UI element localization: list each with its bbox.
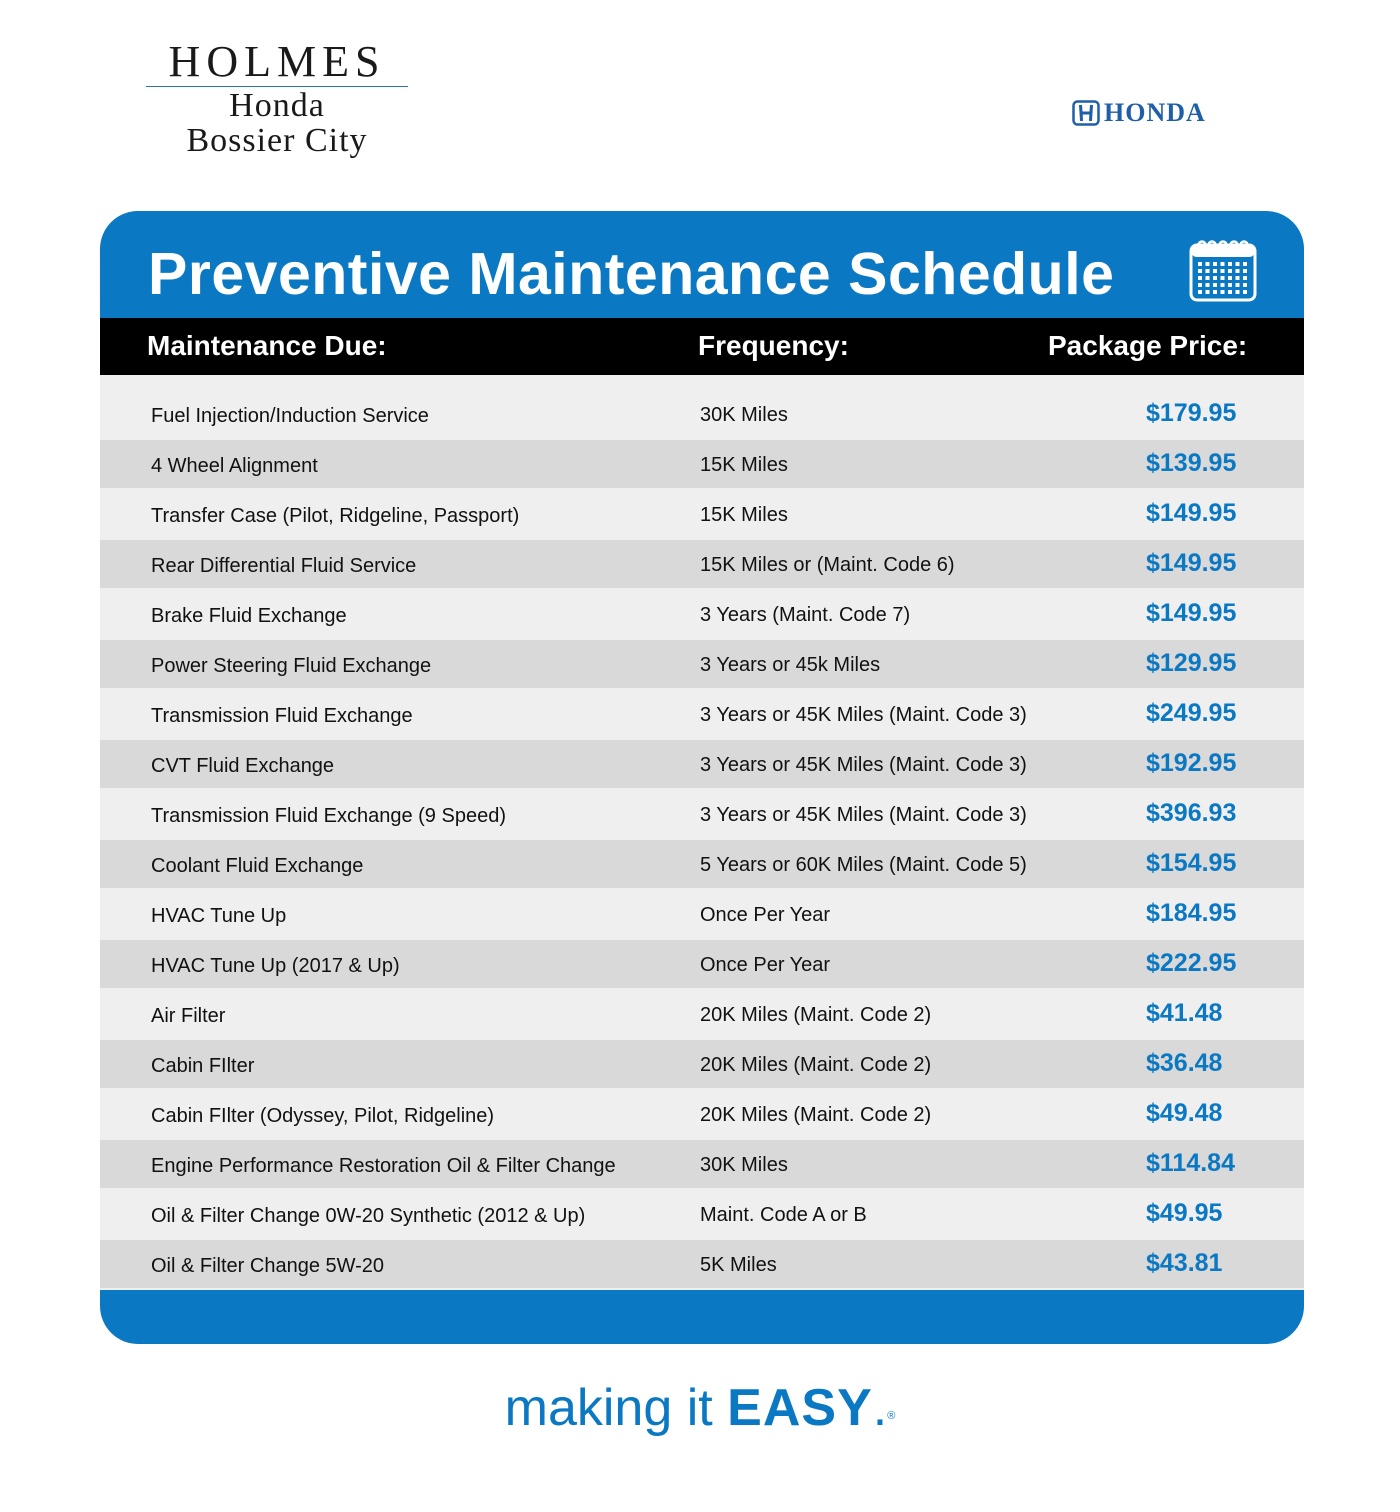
row-maintenance-item: Transmission Fluid Exchange (9 Speed) [151, 805, 506, 827]
row-maintenance-item: Air Filter [151, 1005, 226, 1027]
honda-wordmark: HONDA [1104, 98, 1206, 127]
honda-logo [1072, 99, 1206, 127]
row-maintenance-item: Cabin FIlter [151, 1055, 255, 1077]
maintenance-table [100, 375, 1304, 1290]
row-frequency: 3 Years or 45K Miles (Maint. Code 3) [700, 804, 1027, 826]
row-package-price: $249.95 [1146, 699, 1237, 727]
dealer-name: HOLMES [168, 37, 386, 86]
row-frequency: 15K Miles [700, 454, 788, 476]
table-row [100, 440, 1304, 488]
honda-h-icon [1072, 100, 1100, 126]
page-title: Preventive Maintenance Schedule [148, 241, 1115, 307]
row-package-price: $139.95 [1146, 449, 1237, 477]
table-row [100, 1040, 1304, 1088]
row-maintenance-item: Transmission Fluid Exchange [151, 705, 413, 727]
row-package-price: $49.95 [1146, 1199, 1223, 1227]
row-package-price: $114.84 [1146, 1149, 1235, 1177]
tagline-prefix: making it [504, 1379, 728, 1437]
row-maintenance-item: Fuel Injection/Induction Service [151, 405, 429, 427]
tagline-emphasis: EASY [727, 1379, 873, 1437]
dealer-logo [146, 37, 408, 159]
row-frequency: Maint. Code A or B [700, 1204, 867, 1226]
table-row [100, 490, 1304, 538]
row-frequency: 20K Miles (Maint. Code 2) [700, 1054, 932, 1076]
row-frequency: 5 Years or 60K Miles (Maint. Code 5) [700, 854, 1027, 876]
dealer-subtitle-brand: Honda [229, 87, 325, 124]
table-row [100, 740, 1304, 788]
table-row [100, 940, 1304, 988]
column-header-price: Package Price: [1048, 330, 1248, 361]
column-header-maintenance: Maintenance Due: [147, 330, 387, 361]
row-frequency: Once Per Year [700, 954, 831, 976]
row-maintenance-item: Coolant Fluid Exchange [151, 855, 364, 877]
row-package-price: $129.95 [1146, 649, 1237, 677]
table-header [100, 318, 1304, 375]
row-package-price: $179.95 [1146, 399, 1237, 427]
table-row [100, 690, 1304, 738]
row-package-price: $154.95 [1146, 849, 1237, 877]
registered-mark: ® [887, 1410, 896, 1422]
row-package-price: $149.95 [1146, 549, 1237, 577]
maintenance-schedule-card [100, 211, 1304, 1344]
row-package-price: $41.48 [1146, 999, 1223, 1027]
row-package-price: $222.95 [1146, 949, 1237, 977]
table-row [100, 840, 1304, 888]
row-package-price: $184.95 [1146, 899, 1237, 927]
row-maintenance-item: Oil & Filter Change 5W-20 [151, 1255, 385, 1277]
row-frequency: 15K Miles or (Maint. Code 6) [700, 554, 955, 576]
row-maintenance-item: Oil & Filter Change 0W-20 Synthetic (2012 & Up) [151, 1205, 586, 1227]
table-row [100, 790, 1304, 838]
row-maintenance-item: Transfer Case (Pilot, Ridgeline, Passport) [151, 505, 520, 527]
row-package-price: $192.95 [1146, 749, 1237, 777]
row-maintenance-item: CVT Fluid Exchange [151, 755, 335, 777]
table-row [100, 890, 1304, 938]
row-frequency: 20K Miles (Maint. Code 2) [700, 1004, 932, 1026]
table-row [100, 590, 1304, 638]
row-frequency: 30K Miles [700, 1154, 788, 1176]
row-maintenance-item: Power Steering Fluid Exchange [151, 655, 432, 677]
row-package-price: $49.48 [1146, 1099, 1223, 1127]
row-frequency: 30K Miles [700, 404, 788, 426]
table-row [100, 1240, 1304, 1288]
row-frequency: Once Per Year [700, 904, 831, 926]
tagline [0, 1378, 1400, 1438]
table-row [100, 640, 1304, 688]
column-header-frequency: Frequency: [698, 330, 849, 361]
row-frequency: 3 Years or 45K Miles (Maint. Code 3) [700, 754, 1027, 776]
row-maintenance-item: Rear Differential Fluid Service [151, 555, 417, 577]
table-row [100, 540, 1304, 588]
row-frequency: 3 Years (Maint. Code 7) [700, 604, 911, 626]
table-row [100, 990, 1304, 1038]
tagline-dot: . [872, 1379, 888, 1437]
row-package-price: $43.81 [1146, 1249, 1223, 1277]
row-frequency: 3 Years or 45k Miles [700, 654, 881, 676]
row-frequency: 5K Miles [700, 1254, 777, 1276]
row-frequency: 15K Miles [700, 504, 788, 526]
row-frequency: 20K Miles (Maint. Code 2) [700, 1104, 932, 1126]
row-package-price: $149.95 [1146, 499, 1237, 527]
calendar-icon [1188, 237, 1258, 303]
table-row [100, 1190, 1304, 1238]
row-maintenance-item: 4 Wheel Alignment [151, 455, 318, 477]
table-row [100, 390, 1304, 438]
row-package-price: $149.95 [1146, 599, 1237, 627]
row-maintenance-item: HVAC Tune Up (2017 & Up) [151, 955, 400, 977]
row-maintenance-item: HVAC Tune Up [151, 905, 287, 927]
row-maintenance-item: Cabin FIlter (Odyssey, Pilot, Ridgeline) [151, 1105, 495, 1127]
row-maintenance-item: Engine Performance Restoration Oil & Filter Change [151, 1155, 616, 1177]
table-row [100, 1090, 1304, 1138]
row-maintenance-item: Brake Fluid Exchange [151, 605, 347, 627]
row-package-price: $36.48 [1146, 1049, 1223, 1077]
table-row [100, 1140, 1304, 1188]
row-frequency: 3 Years or 45K Miles (Maint. Code 3) [700, 704, 1027, 726]
row-package-price: $396.93 [1146, 799, 1237, 827]
dealer-subtitle-city: Bossier City [186, 122, 368, 159]
